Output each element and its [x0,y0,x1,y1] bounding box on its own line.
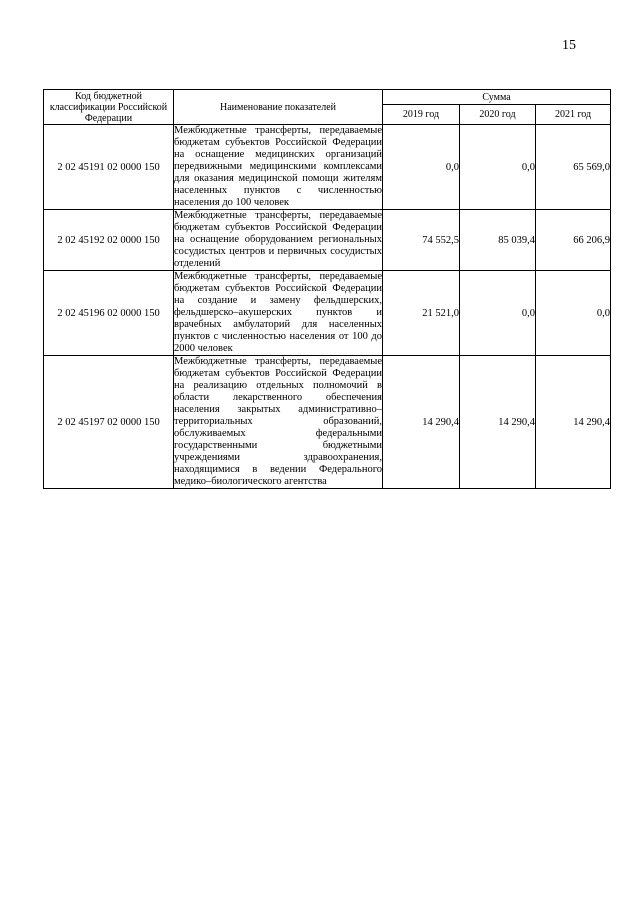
indicator-name: Межбюджетные трансферты, передаваемые бюджетам субъектов Российской Федерации на оснащение медицинских организаций передвижными медицинскими комплексами для оказания медицинской помощи жителям населенных пунктов с численностью населения до 100 человек [174,125,382,208]
sum-2020: 85 039,4 [460,210,536,271]
header-name: Наименование показателей [174,90,383,125]
budget-code: 2 02 45192 02 0000 150 [44,210,174,271]
sum-2020: 0,0 [460,271,536,356]
header-year-2021: 2021 год [536,105,611,125]
header-year-2019: 2019 год [383,105,460,125]
sum-2019: 14 290,4 [383,356,460,489]
page-number: 15 [562,38,576,53]
sum-2019: 0,0 [383,125,460,210]
table-row [44,210,611,271]
header-year-2020: 2020 год [460,105,536,125]
budget-code: 2 02 45196 02 0000 150 [44,271,174,356]
table-row [44,356,611,489]
header-sum: Сумма [383,90,611,105]
indicator-name: Межбюджетные трансферты, передаваемые бюджетам субъектов Российской Федерации на реализацию отдельных полномочий в области лекарственного обеспечения населения закрытых административно–территориальных образований, обслуживаемых федеральными государственными бюджетными учреждениями здравоохранения, находящимися в ведении Федерального медико–биологического агентства [174,356,382,487]
sum-2021: 66 206,9 [536,210,611,271]
sum-2019: 74 552,5 [383,210,460,271]
indicator-name: Межбюджетные трансферты, передаваемые бюджетам субъектов Российской Федерации на оснащение оборудованием региональных сосудистых центров и первичных сосудистых отделений [174,210,382,269]
sum-2019: 21 521,0 [383,271,460,356]
sum-2021: 65 569,0 [536,125,611,210]
budget-code: 2 02 45191 02 0000 150 [44,125,174,210]
table-row [44,271,611,356]
table-header [44,90,611,125]
header-code: Код бюджетной классификации Российской Федерации [44,90,174,125]
indicator-name: Межбюджетные трансферты, передаваемые бюджетам субъектов Российской Федерации на создание и замену фельдшерских, фельдшерско–акушерских пунктов и врачебных амбулаторий для населенных пунктов с численностью населения от 100 до 2000 человек [174,271,382,354]
sum-2021: 14 290,4 [536,356,611,489]
sum-2020: 0,0 [460,125,536,210]
table-row [44,125,611,210]
budget-table [43,89,611,489]
sum-2020: 14 290,4 [460,356,536,489]
budget-code: 2 02 45197 02 0000 150 [44,356,174,489]
sum-2021: 0,0 [536,271,611,356]
